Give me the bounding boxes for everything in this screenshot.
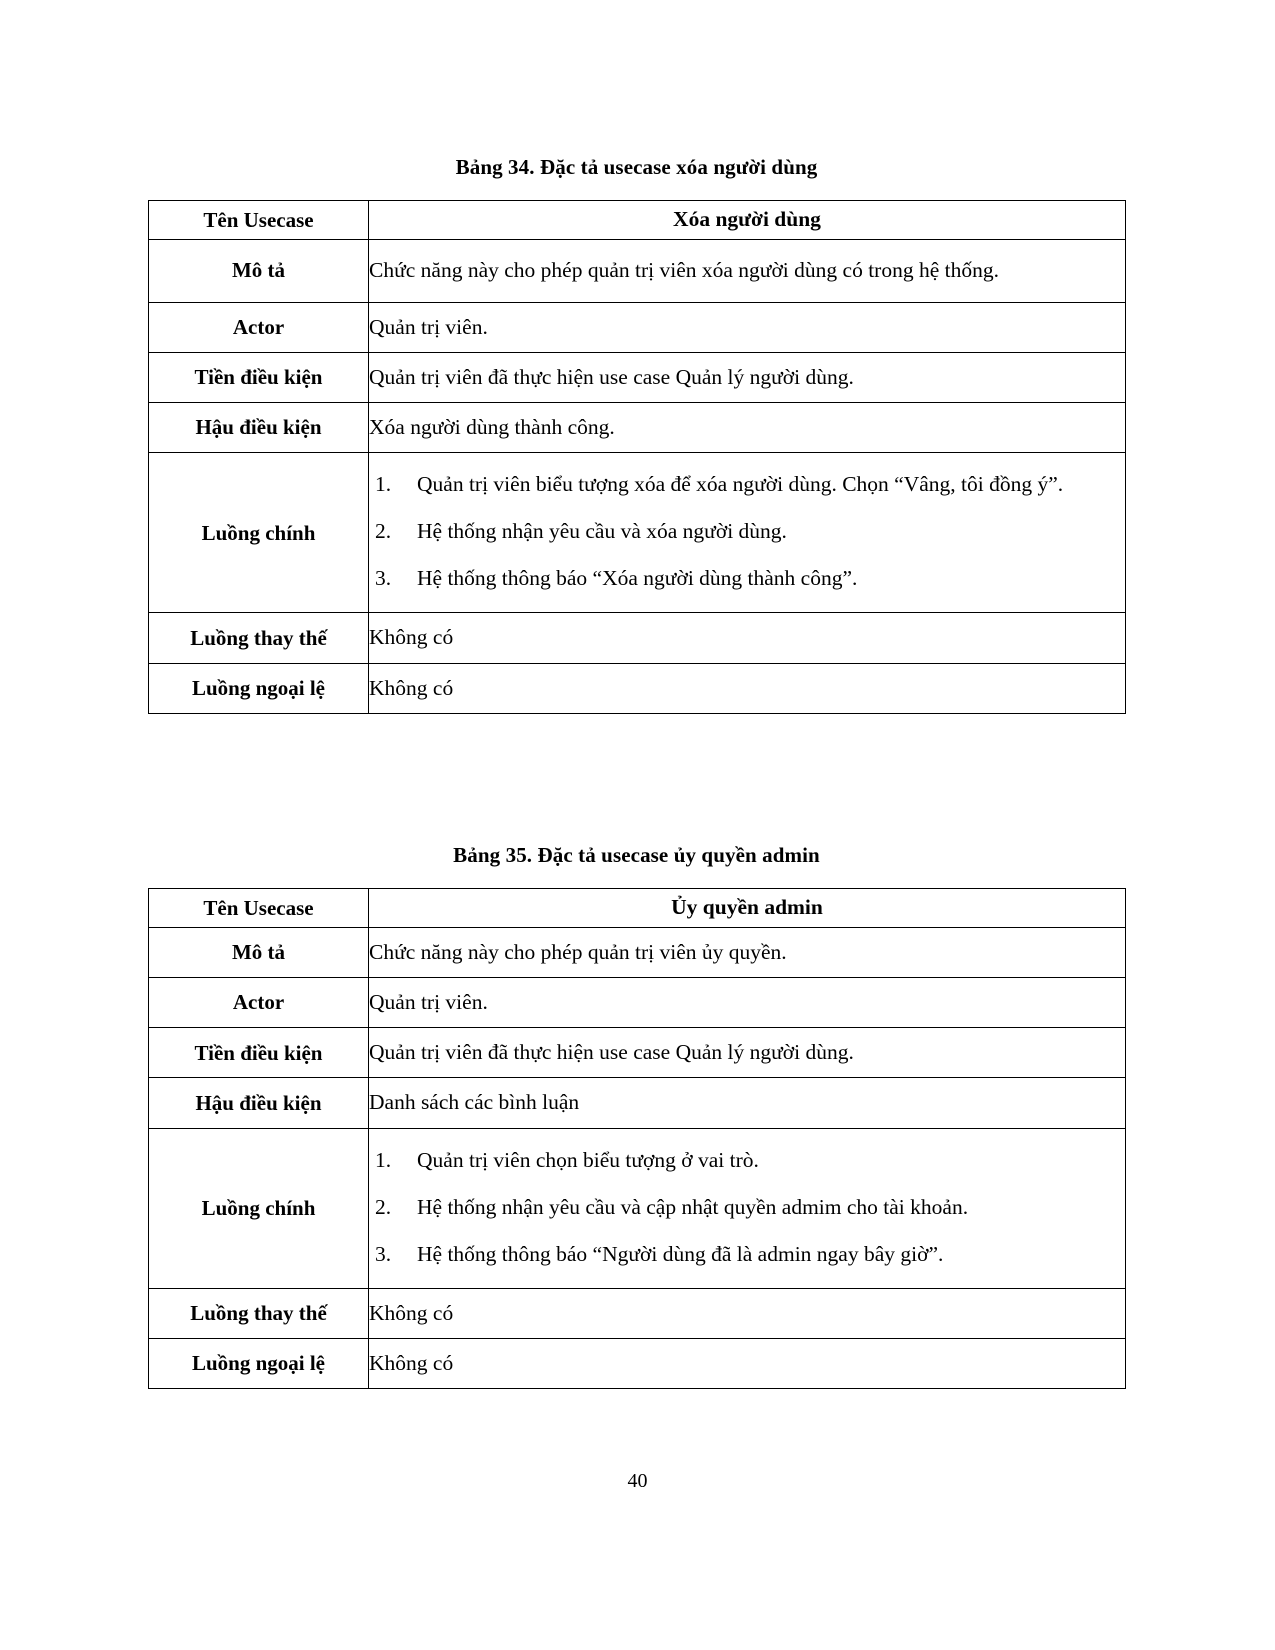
table-row xyxy=(149,889,1126,928)
row-value: Chức năng này cho phép quản trị viên xóa người dùng có trong hệ thống. xyxy=(369,239,1126,302)
row-label: Luồng ngoại lệ xyxy=(149,1338,369,1388)
row-value: Quản trị viên đã thực hiện use case Quản lý người dùng. xyxy=(369,352,1126,402)
row-label: Hậu điều kiện xyxy=(149,1078,369,1128)
table-row xyxy=(149,201,1126,240)
row-value: Quản trị viên. xyxy=(369,302,1126,352)
row-label: Tiền điều kiện xyxy=(149,1028,369,1078)
row-value: Xóa người dùng xyxy=(369,201,1126,240)
row-value: Ủy quyền admin xyxy=(369,889,1126,928)
row-label: Actor xyxy=(149,302,369,352)
row-label: Hậu điều kiện xyxy=(149,403,369,453)
flow-step: Hệ thống thông báo “Xóa người dùng thành công”. xyxy=(417,566,858,591)
row-value: Chức năng này cho phép quản trị viên ủy quyền. xyxy=(369,927,1126,977)
row-value-steps xyxy=(369,1128,1126,1288)
row-value-steps xyxy=(369,453,1126,613)
table-row xyxy=(149,1078,1126,1128)
row-label: Luồng thay thế xyxy=(149,1288,369,1338)
row-label: Tên Usecase xyxy=(149,889,369,928)
flow-step: Hệ thống nhận yêu cầu và xóa người dùng. xyxy=(417,519,787,544)
flow-step: Hệ thống nhận yêu cầu và cập nhật quyền admim cho tài khoản. xyxy=(417,1194,969,1219)
main-flow-steps xyxy=(369,463,1125,600)
main-flow-steps xyxy=(369,1139,1125,1276)
row-value: Không có xyxy=(369,1288,1126,1338)
row-label: Mô tả xyxy=(149,927,369,977)
row-value: Không có xyxy=(369,663,1126,713)
table-row xyxy=(149,239,1126,302)
table-row xyxy=(149,663,1126,713)
row-label: Tiền điều kiện xyxy=(149,352,369,402)
table-row xyxy=(149,302,1126,352)
row-label: Tên Usecase xyxy=(149,201,369,240)
row-label: Actor xyxy=(149,977,369,1027)
flow-step: Quản trị viên biểu tượng xóa để xóa người dùng. Chọn “Vâng, tôi đồng ý”. xyxy=(417,472,1064,497)
row-label: Luồng chính xyxy=(149,453,369,613)
table-row xyxy=(149,1028,1126,1078)
row-label: Luồng chính xyxy=(149,1128,369,1288)
row-value: Quản trị viên. xyxy=(369,977,1126,1027)
table-row xyxy=(149,927,1126,977)
row-value: Xóa người dùng thành công. xyxy=(369,403,1126,453)
table-row xyxy=(149,1128,1126,1288)
table-row xyxy=(149,1338,1126,1388)
table-row xyxy=(149,453,1126,613)
row-label: Luồng ngoại lệ xyxy=(149,663,369,713)
table-caption-34: Bảng 34. Đặc tả usecase xóa người dùng xyxy=(455,155,818,179)
table-row xyxy=(149,977,1126,1027)
row-value: Không có xyxy=(369,1338,1126,1388)
usecase-spec-table-34 xyxy=(148,200,1126,714)
table-caption-35: Bảng 35. Đặc tả usecase ủy quyền admin xyxy=(453,843,820,867)
row-value: Không có xyxy=(369,613,1126,663)
page-number: 40 xyxy=(627,1470,648,1492)
row-label: Luồng thay thế xyxy=(149,613,369,663)
flow-step: Hệ thống thông báo “Người dùng đã là admin ngay bây giờ”. xyxy=(417,1241,944,1266)
table-row xyxy=(149,1288,1126,1338)
row-value: Quản trị viên đã thực hiện use case Quản lý người dùng. xyxy=(369,1028,1126,1078)
row-value: Danh sách các bình luận xyxy=(369,1078,1126,1128)
table-row xyxy=(149,613,1126,663)
row-label: Mô tả xyxy=(149,239,369,302)
usecase-spec-table-35 xyxy=(148,888,1126,1389)
flow-step: Quản trị viên chọn biểu tượng ở vai trò. xyxy=(417,1147,759,1172)
table-row xyxy=(149,352,1126,402)
table-row xyxy=(149,403,1126,453)
